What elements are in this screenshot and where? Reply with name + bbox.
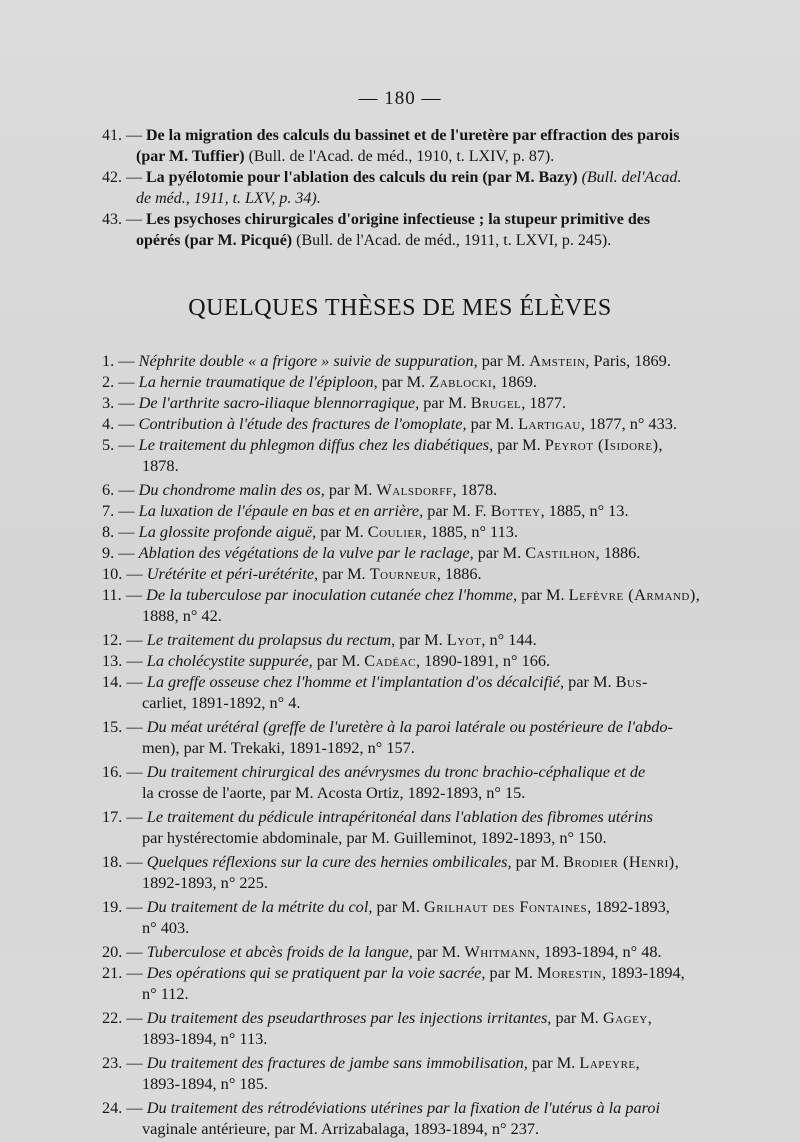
- thesis-author: Bottey: [490, 501, 541, 520]
- thesis-number: 8.: [102, 522, 115, 541]
- thesis-title: Le traitement du phlegmon diffus chez les diabétiques,: [138, 435, 494, 454]
- publication-reference: (Bull. de l'Acad. de méd., 1910, t. LXIV, p. 87).: [244, 148, 555, 165]
- thesis-author: Grilhaut des Fontaines: [423, 897, 588, 916]
- thesis-by: par M.: [419, 393, 471, 412]
- thesis-title: La luxation de l'épaule en bas et en arrière,: [138, 501, 424, 520]
- thesis-continuation: men), par M. Trekaki, 1891-1892, n° 157.: [142, 738, 415, 757]
- thesis-by: par M.: [564, 672, 616, 691]
- thesis-number: 21.: [102, 963, 123, 982]
- publication-list: [102, 125, 734, 251]
- thesis-by: par M.: [466, 414, 519, 433]
- thesis-continuation: 1888, n° 42.: [142, 606, 222, 625]
- thesis-number: 16.: [102, 762, 123, 781]
- thesis-continuation: 1893-1894, n° 113.: [142, 1029, 268, 1048]
- thesis-number: 5.: [102, 435, 115, 454]
- thesis-item: 24. — Du traitement des rétrodéviations utérines par la fixation de l'utérus à la paroi vaginale antérieure, par M. Arrizabalaga, 1893-1894, n° 237.: [102, 1097, 728, 1139]
- thesis-continuation: carliet, 1891-1892, n° 4.: [142, 693, 301, 712]
- thesis-author: Gagey: [602, 1008, 648, 1027]
- thesis-continuation: 1893-1894, n° 185.: [142, 1074, 268, 1093]
- thesis-title: Ablation des végétations de la vulve par le raclage,: [138, 543, 474, 562]
- thesis-item: 3. — De l'arthrite sacro-iliaque blennorragique, par M. Brugel, 1877.: [102, 393, 567, 412]
- publication-title: La pyélotomie pour l'ablation des calculs du rein (par M. Bazy): [146, 169, 578, 186]
- thesis-author: Cadéac: [364, 651, 417, 670]
- thesis-author: Tourneur: [369, 564, 437, 583]
- item-number: 41.: [102, 127, 122, 144]
- publication-reference: (Bull. del'Acad.: [577, 169, 682, 186]
- thesis-title: Des opérations qui se pratiquent par la voie sacrée,: [146, 963, 486, 982]
- item-dash: —: [126, 169, 142, 186]
- thesis-author: Whitmann: [464, 942, 536, 961]
- publication-title: Les psychoses chirurgicales d'origine infectieuse ; la stupeur primitive des: [146, 211, 651, 228]
- thesis-title: Du méat urétéral (greffe de l'uretère à la paroi latérale ou postérieure de l'abdo-: [146, 717, 673, 736]
- thesis-by: par M.: [477, 351, 530, 370]
- thesis-by: par M.: [324, 480, 377, 499]
- thesis-by: par M.: [473, 543, 526, 562]
- thesis-details: ,: [658, 435, 663, 454]
- thesis-number: 14.: [102, 672, 123, 691]
- thesis-number: 2.: [102, 372, 115, 391]
- thesis-details: , 1892-1893,: [587, 897, 670, 916]
- thesis-item: 17. — Le traitement du pédicule intrapéritonéal dans l'ablation des fibromes utérins par hystérectomie abdominale, par M. Guilleminot, 1892-1893, n° 150.: [102, 806, 728, 848]
- thesis-details: , 1878.: [452, 480, 498, 499]
- thesis-title: La hernie traumatique de l'épiploon,: [138, 372, 378, 391]
- thesis-by: par M.: [517, 585, 569, 604]
- thesis-title: Du chondrome malin des os,: [138, 480, 325, 499]
- item-dash: —: [126, 211, 142, 228]
- thesis-title: Du traitement de la métrite du col,: [146, 897, 373, 916]
- thesis-by: par M.: [493, 435, 545, 454]
- thesis-by: par M.: [312, 651, 365, 670]
- thesis-details: , 1877, n° 433.: [580, 414, 677, 433]
- thesis-author: Morestin: [537, 963, 602, 982]
- thesis-continuation: par hystérectomie abdominale, par M. Guilleminot, 1892-1893, n° 150.: [142, 828, 607, 847]
- thesis-title: Quelques réflexions sur la cure des hernies ombilicales,: [146, 852, 512, 871]
- item-number: 42.: [102, 169, 122, 186]
- thesis-item: 18. — Quelques réflexions sur la cure des hernies ombilicales, par M. Brodier (Henri), 1892-1893, n° 225.: [102, 851, 728, 893]
- publication-reference: (Bull. de l'Acad. de méd., 1911, t. LXVI, p. 245).: [292, 232, 612, 249]
- thesis-continuation: la crosse de l'aorte, par M. Acosta Ortiz, 1892-1893, n° 15.: [142, 783, 526, 802]
- thesis-continuation: 1892-1893, n° 225.: [142, 873, 268, 892]
- publication-item: [102, 125, 734, 167]
- page-number: — 180 —: [358, 88, 442, 109]
- thesis-title: Néphrite double « a frigore » suivie de suppuration,: [138, 351, 478, 370]
- thesis-item: 9. — Ablation des végétations de la vulve par le raclage, par M. Castilhon, 1886.: [102, 543, 641, 562]
- thesis-item: 7. — La luxation de l'épaule en bas et en arrière, par M. F. Bottey, 1885, n° 13.: [102, 501, 629, 520]
- publication-title: De la migration des calculs du bassinet et de l'uretère par effraction des parois: [146, 127, 680, 144]
- thesis-number: 12.: [102, 630, 123, 649]
- thesis-author: Zablocki: [429, 372, 493, 391]
- thesis-details: ,: [635, 1053, 640, 1072]
- thesis-author: Coulier: [367, 522, 423, 541]
- thesis-number: 4.: [102, 414, 115, 433]
- thesis-title: La cholécystite suppurée,: [146, 651, 313, 670]
- thesis-details: , 1893-1894, n° 48.: [535, 942, 662, 961]
- thesis-item: 2. — La hernie traumatique de l'épiploon, par M. Zablocki, 1869.: [102, 372, 537, 391]
- thesis-number: 24.: [102, 1098, 123, 1117]
- thesis-author: Lapeyre: [579, 1053, 636, 1072]
- publication-continuation: [102, 230, 734, 251]
- thesis-number: 10.: [102, 564, 123, 583]
- thesis-title: Tuberculose et abcès froids de la langue,: [146, 942, 413, 961]
- thesis-title: Du traitement chirurgical des anévrysmes du tronc brachio-céphalique et de: [146, 762, 646, 781]
- thesis-item: 16. — Du traitement chirurgical des anévrysmes du tronc brachio-céphalique et de la crosse de l'aorte, par M. Acosta Ortiz, 1892-1893, n° 15.: [102, 761, 728, 803]
- thesis-details: ,: [674, 852, 679, 871]
- item-dash: —: [126, 127, 142, 144]
- thesis-number: 13.: [102, 651, 123, 670]
- thesis-item: 4. — Contribution à l'étude des fractures de l'omoplate, par M. Lartigau, 1877, n° 433.: [102, 414, 677, 433]
- thesis-by: par M.: [372, 897, 424, 916]
- thesis-by: par M.: [395, 630, 447, 649]
- thesis-by: par M.: [377, 372, 430, 391]
- thesis-item: 8. — La glossite profonde aiguë, par M. Coulier, 1885, n° 113.: [102, 522, 518, 541]
- thesis-author: Amstein: [529, 351, 586, 370]
- thesis-item: 21. — Des opérations qui se pratiquent par la voie sacrée, par M. Morestin, 1893-1894, n° 112.: [102, 962, 728, 1004]
- thesis-number: 19.: [102, 897, 123, 916]
- thesis-number: 1.: [102, 351, 115, 370]
- thesis-item: 12. — Le traitement du prolapsus du rectum, par M. Lyot, n° 144.: [102, 630, 537, 649]
- thesis-details: , 1885, n° 13.: [540, 501, 629, 520]
- thesis-title: Du traitement des fractures de jambe sans immobilisation,: [146, 1053, 528, 1072]
- publication-author: opérés (par M. Picqué): [136, 232, 293, 249]
- thesis-by: par M.: [485, 963, 538, 982]
- thesis-by: par M.: [318, 564, 370, 583]
- thesis-author: Bus-: [615, 672, 648, 691]
- thesis-continuation: 1878.: [142, 456, 179, 475]
- thesis-item: 1. — Néphrite double « a frigore » suivie de suppuration, par M. Amstein, Paris, 1869.: [102, 351, 671, 370]
- thesis-continuation: n° 112.: [142, 984, 189, 1003]
- thesis-by: par M.: [551, 1008, 603, 1027]
- thesis-continuation: n° 403.: [142, 918, 190, 937]
- thesis-author: Brodier (Henri): [563, 852, 675, 871]
- thesis-title: La greffe osseuse chez l'homme et l'implantation d'os décalcifié,: [146, 672, 565, 691]
- theses-list: [102, 350, 728, 1142]
- thesis-author: Lyot: [446, 630, 482, 649]
- thesis-number: 23.: [102, 1053, 123, 1072]
- thesis-by: par M.: [412, 942, 465, 961]
- thesis-details: , 1893-1894,: [601, 963, 685, 982]
- thesis-item: 11. — De la tuberculose par inoculation cutanée chez l'homme, par M. Lefèvre (Armand), 1888, n° 42.: [102, 584, 728, 626]
- thesis-number: 6.: [102, 480, 115, 499]
- publication-author: (par M. Tuffier): [136, 148, 245, 165]
- thesis-item: 19. — Du traitement de la métrite du col, par M. Grilhaut des Fontaines, 1892-1893, n° 403.: [102, 896, 728, 938]
- thesis-details: , 1877.: [521, 393, 567, 412]
- thesis-title: Le traitement du prolapsus du rectum,: [146, 630, 396, 649]
- thesis-number: 9.: [102, 543, 115, 562]
- thesis-details: , 1885, n° 113.: [422, 522, 518, 541]
- thesis-author: Lartigau: [518, 414, 581, 433]
- thesis-details: , 1886.: [595, 543, 641, 562]
- thesis-item: 5. — Le traitement du phlegmon diffus chez les diabétiques, par M. Peyrot (Isidore), 1878.: [102, 434, 728, 476]
- thesis-title: Du traitement des pseudarthroses par les injections irritantes,: [146, 1008, 552, 1027]
- thesis-number: 3.: [102, 393, 115, 412]
- thesis-details: , n° 144.: [481, 630, 537, 649]
- thesis-item: 6. — Du chondrome malin des os, par M. Walsdorff, 1878.: [102, 480, 498, 499]
- thesis-author: Brugel: [470, 393, 522, 412]
- thesis-title: Urétérite et péri-urétérite,: [146, 564, 319, 583]
- thesis-details: , Paris, 1869.: [585, 351, 671, 370]
- item-number: 43.: [102, 211, 122, 228]
- thesis-item: 23. — Du traitement des fractures de jambe sans immobilisation, par M. Lapeyre, 1893-1894, n° 185.: [102, 1052, 728, 1094]
- thesis-item: 15. — Du méat urétéral (greffe de l'uretère à la paroi latérale ou postérieure de l'abdo- men), par M. Trekaki, 1891-1892, n° 157.: [102, 716, 728, 758]
- publication-continuation: de méd., 1911, t. LXV, p. 34).: [136, 190, 321, 207]
- thesis-item: 14. — La greffe osseuse chez l'homme et l'implantation d'os décalcifié, par M. Bus- carliet, 1891-1892, n° 4.: [102, 671, 728, 713]
- thesis-item: 22. — Du traitement des pseudarthroses par les injections irritantes, par M. Gagey, 1893-1894, n° 113.: [102, 1007, 728, 1049]
- thesis-title: Le traitement du pédicule intrapéritonéal dans l'ablation des fibromes utérins: [146, 807, 653, 826]
- thesis-number: 22.: [102, 1008, 123, 1027]
- thesis-details: ,: [695, 585, 700, 604]
- thesis-number: 11.: [102, 585, 122, 604]
- thesis-details: , 1890-1891, n° 166.: [416, 651, 551, 670]
- thesis-item: 10. — Urétérite et péri-urétérite, par M. Tourneur, 1886.: [102, 564, 482, 583]
- thesis-title: De la tuberculose par inoculation cutanée chez l'homme,: [146, 585, 518, 604]
- thesis-title: De l'arthrite sacro-iliaque blennorragique,: [138, 393, 420, 412]
- thesis-item: 20. — Tuberculose et abcès froids de la langue, par M. Whitmann, 1893-1894, n° 48.: [102, 942, 662, 961]
- thesis-by: par M. F.: [423, 501, 491, 520]
- publication-item: [102, 209, 734, 251]
- thesis-details: , 1886.: [436, 564, 482, 583]
- thesis-author: Walsdorff: [376, 480, 453, 499]
- thesis-by: par M.: [316, 522, 368, 541]
- section-heading: QUELQUES THÈSES DE MES ÉLÈVES: [188, 295, 612, 321]
- publication-item: [102, 167, 734, 209]
- thesis-number: 20.: [102, 942, 123, 961]
- thesis-number: 18.: [102, 852, 123, 871]
- thesis-item: 13. — La cholécystite suppurée, par M. Cadéac, 1890-1891, n° 166.: [102, 651, 551, 670]
- thesis-title: Contribution à l'étude des fractures de l'omoplate,: [138, 414, 467, 433]
- thesis-number: 17.: [102, 807, 123, 826]
- thesis-continuation: vaginale antérieure, par M. Arrizabalaga, 1893-1894, n° 237.: [142, 1119, 540, 1138]
- thesis-author: Lefèvre (Armand): [568, 585, 696, 604]
- thesis-details: ,: [647, 1008, 652, 1027]
- thesis-number: 7.: [102, 501, 115, 520]
- thesis-by: par M.: [511, 852, 564, 871]
- thesis-number: 15.: [102, 717, 123, 736]
- thesis-title: La glossite profonde aiguë,: [138, 522, 317, 541]
- thesis-title: Du traitement des rétrodéviations utérines par la fixation de l'utérus à la paroi: [146, 1098, 661, 1117]
- thesis-details: , 1869.: [492, 372, 537, 391]
- thesis-author: Peyrot (Isidore): [544, 435, 659, 454]
- publication-continuation: [102, 146, 734, 167]
- thesis-author: Castilhon: [525, 543, 596, 562]
- thesis-by: par M.: [527, 1053, 580, 1072]
